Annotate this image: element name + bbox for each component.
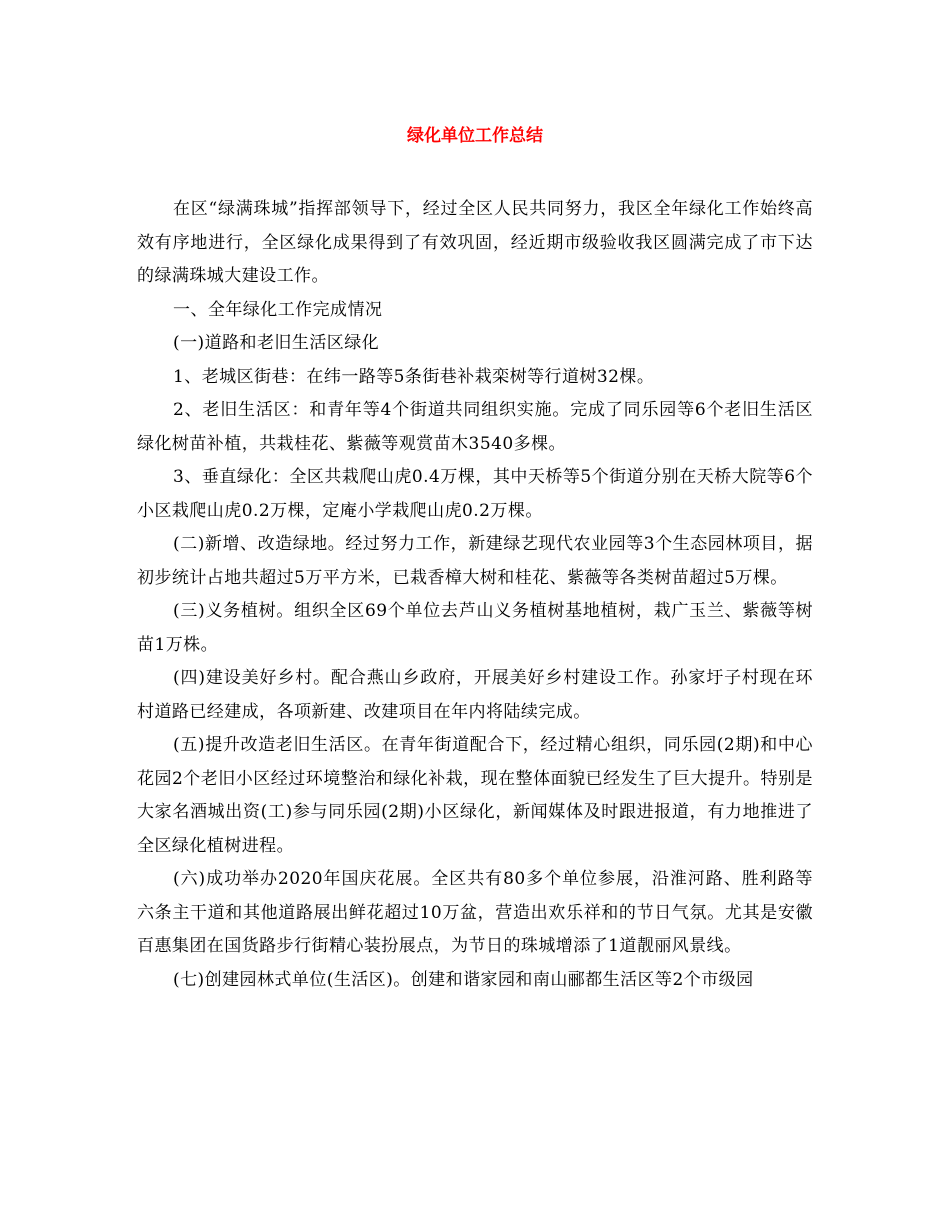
subsection-heading-roads: (一)道路和老旧生活区绿化 [173,333,380,353]
paragraph-beautiful-village: (四)建设美好乡村。配合燕山乡政府，开展美好乡村建设工作。孙家圩子村现在环村道路已经建成，各项新建、改建项目在年内将陆续完成。 [137,668,813,722]
document-title: 绿化单位工作总结 [407,126,543,146]
paragraph-vertical-greening: 3、垂直绿化：全区共栽爬山虎0.4万棵，其中天桥等5个街道分别在天桥大院等6个小区栽爬山虎0.2万棵，定庵小学栽爬山虎0.2万棵。 [137,467,813,521]
paragraph-new-green-space: (二)新增、改造绿地。经过努力工作，新建绿艺现代农业园等3个生态园林项目，据初步统计占地共超过5万平方米，已栽香樟大树和桂花、紫薇等各类树苗超过5万棵。 [137,534,813,588]
section-heading-completion: 一、全年绿化工作完成情况 [173,299,383,320]
paragraph-old-residential: 2、老旧生活区：和青年等4个街道共同组织实施。完成了同乐园等6个老旧生活区绿化树苗补植，共栽桂花、紫薇等观赏苗木3540多棵。 [137,400,813,454]
paragraph-residential-upgrade: (五)提升改造老旧生活区。在青年街道配合下，经过精心组织，同乐园(2期)和中心花园2个老旧小区经过环境整治和绿化补栽，现在整体面貌已经发生了巨大提升。特别是大家名酒城出资(工)参与同乐园(2期)小区绿化，新闻媒体及时跟进报道，有力地推进了全区绿化植树进程。 [137,735,813,856]
paragraph-flower-show: (六)成功举办2020年国庆花展。全区共有80多个单位参展，沿淮河路、胜利路等六条主干道和其他道路展出鲜花超过10万盆，营造出欢乐祥和的节日气氛。尤其是安徽百惠集团在国货路步行街精心装扮展点，为节日的珠城增添了1道靓丽风景线。 [137,869,813,956]
paragraph-garden-units: (七)创建园林式单位(生活区)。创建和谐家园和南山郦都生活区等2个市级园 [173,969,754,990]
document-body [137,193,813,997]
paragraph-intro: 在区“绿满珠城”指挥部领导下，经过全区人民共同努力，我区全年绿化工作始终高效有序地进行，全区绿化成果得到了有效巩固，经近期市级验收我区圆满完成了市下达的绿满珠城大建设工作。 [137,199,813,286]
paragraph-voluntary-planting: (三)义务植树。组织全区69个单位去芦山义务植树基地植树，栽广玉兰、紫薇等树苗1万株。 [137,601,813,655]
paragraph-old-town-streets: 1、老城区街巷：在纬一路等5条街巷补栽栾树等行道树32棵。 [173,366,655,387]
